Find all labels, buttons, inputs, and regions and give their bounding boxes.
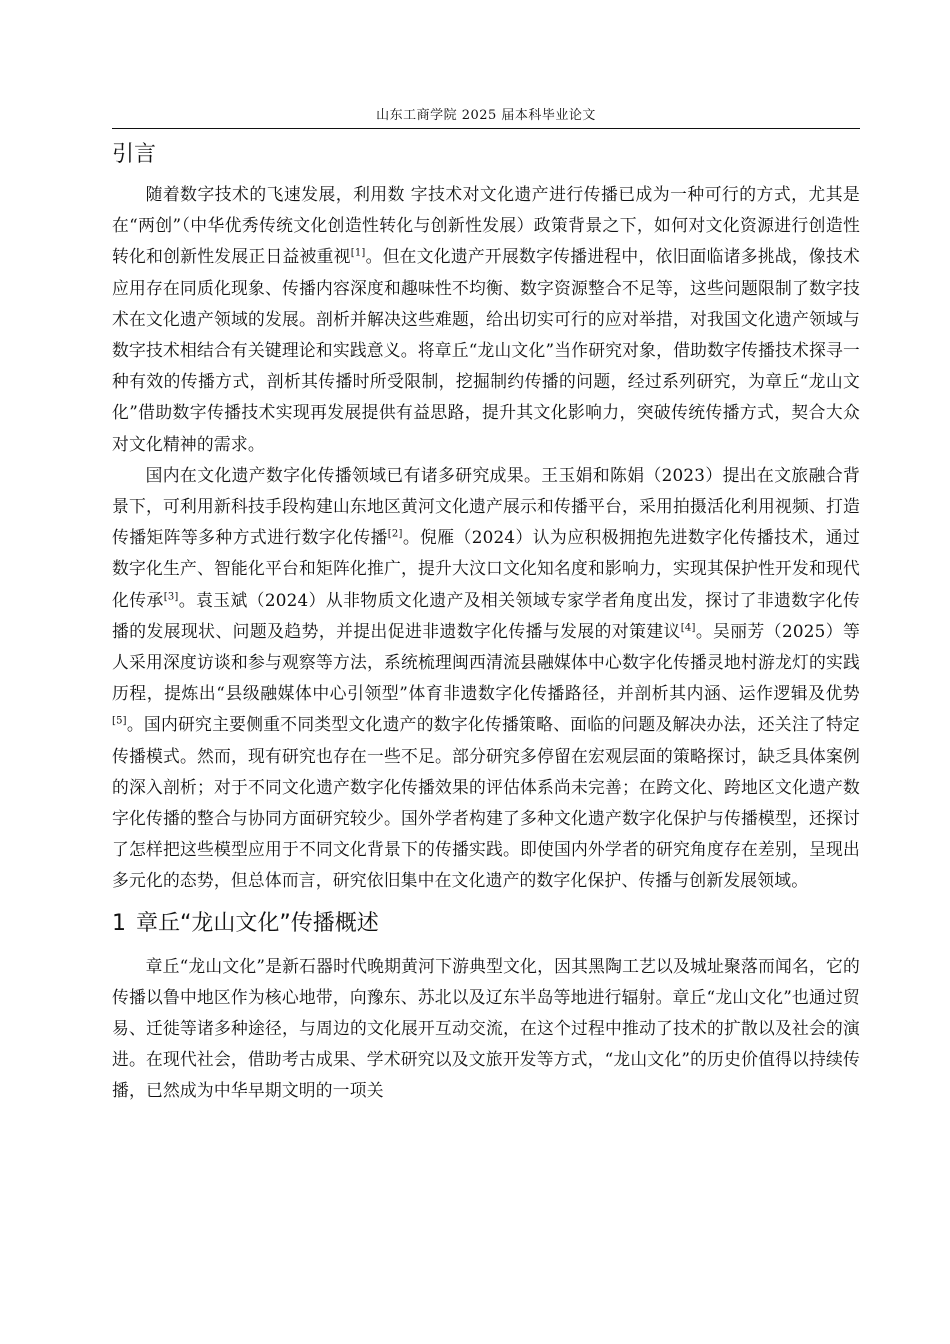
- citation-ref: [1]: [350, 247, 366, 259]
- paragraph-text: 章丘“龙山文化”是新石器时代晚期黄河下游典型文化，因其黑陶工艺以及城址聚落而闻名，它的传播以鲁中地区作为核心地带，向豫东、苏北以及辽东半岛等地进行辐射。章丘“龙山文化”也通过贸易、迁徙等诸多种途径，与周边的文化展开互动交流，在这个过程中推动了技术的扩散以及社会的演进。在现代社会，借助考古成果、学术研究以及文旅开发等方式，“龙山文化”的历史价值得以持续传播，已然成为中华早期文明的一项关: [112, 955, 860, 1101]
- citation-ref: [3]: [163, 591, 179, 603]
- running-header: 山东工商学院 2025 届本科毕业论文: [376, 108, 596, 123]
- header-rule: [112, 128, 860, 129]
- paragraph-text: 。倪雁（2024）认为应积极拥抱先进数字化传播技术，通过数字化生产、智能化平台和矩阵化推广，提升大汶口文化知名度和影响力，实现其保护性开发和现代化传承: [112, 527, 861, 610]
- intro-heading: 引言: [112, 142, 157, 167]
- paragraph-text: 。吴丽芳（2025）等人采用深度访谈和参与观察等方法，系统梳理闽西清流县融媒体中心数字化传播灵地村游龙灯的实践历程，提炼出“县级融媒体中心引领型”体育非遗数字化传播路径，并剖析其内涵、运作逻辑及优势: [112, 620, 860, 704]
- citation-ref: [5]: [112, 715, 127, 727]
- paragraph-text: 随着数字技术的飞速发展，利用数 字技术对文化遗产进行传播已成为一种可行的方式，尤其是在“两创”（中华优秀传统文化创造性转化与创新性发展）政策背景之下，如何对文化资源进行创造性转化和创新性发展正日益被重视: [112, 184, 860, 267]
- section-1-number: 1: [112, 910, 126, 936]
- citation-ref: [4]: [680, 622, 696, 634]
- citation-ref: [2]: [387, 528, 403, 540]
- page-content: [112, 138, 860, 1107]
- intro-paragraph-1: [112, 179, 860, 460]
- paragraph-text: 。但在文化遗产开展数字传播进程中，依旧面临诸多挑战，像技术应用存在同质化现象、传播内容深度和趣味性不均衡、数字资源整合不足等，这些问题限制了数字技术在文化遗产领域的发展。剖析并解决这些难题，给出切实可行的应对举措，对我国文化遗产领域与数字技术相结合有关键理论和实践意义。将章丘“龙山文化”当作研究对象，借助数字传播技术探寻一种有效的传播方式，剖析其传播时所受限制，挖掘制约传播的问题，经过系列研究，为章丘“龙山文化”借助数字传播技术实现再发展提供有益思路，提升其文化影响力，突破传统传播方式，契合大众对文化精神的需求。: [112, 246, 860, 454]
- section-1-title: 章丘“龙山文化”传播概述: [136, 910, 379, 936]
- intro-paragraph-2: [112, 460, 860, 897]
- paragraph-text: 。袁玉斌（2024）从非物质文化遗产及相关领域专家学者角度出发，探讨了非遗数字化传播的发展现状、问题及趋势，并提出促进非遗数字化传播与发展的对策建议: [112, 589, 860, 641]
- section-1-heading: [112, 907, 860, 941]
- section-1-paragraph-1: [112, 951, 860, 1107]
- paragraph-text: 国内在文化遗产数字化传播领域已有诸多研究成果。王玉娟和陈娟（2023）提出在文旅融合背景下，可利用新科技手段构建山东地区黄河文化遗产展示和传播平台，采用拍摄活化利用视频、打造传播矩阵等多种方式进行数字化传播: [112, 464, 860, 548]
- paragraph-text: 。国内研究主要侧重不同类型文化遗产的数字化传播策略、面临的问题及解决办法，还关注了特定传播模式。然而，现有研究也存在一些不足。部分研究多停留在宏观层面的策略探讨，缺乏具体案例的深入剖析；对于不同文化遗产数字化传播效果的评估体系尚未完善；在跨文化、跨地区文化遗产数字化传播的整合与协同方面研究较少。国外学者构建了多种文化遗产数字化保护与传播模型，还探讨了怎样把这些模型应用于不同文化背景下的传播实践。即使国内外学者的研究角度存在差别，呈现出多元化的态势，但总体而言，研究依旧集中在文化遗产的数字化保护、传播与创新发展领域。: [112, 714, 860, 891]
